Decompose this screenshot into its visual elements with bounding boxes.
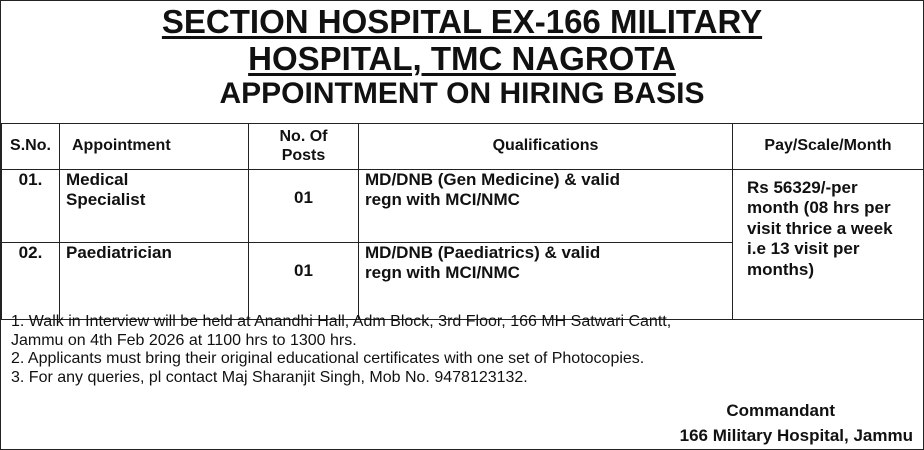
pay-cell — [733, 170, 924, 320]
row-qualifications — [359, 243, 733, 320]
qualification-line2: regn with MCI/NMC — [365, 263, 520, 283]
row-appointment — [60, 170, 249, 243]
header-posts-line2: Posts — [281, 146, 326, 164]
qualification-line1: MD/DNB (Paediatrics) & valid — [365, 243, 601, 262]
title-line-1: SECTION HOSPITAL EX-166 MILITARY — [161, 3, 763, 40]
table-header-row — [2, 124, 924, 170]
qualification-line1: MD/DNB (Gen Medicine) & valid — [365, 170, 621, 189]
header-posts — [249, 124, 359, 170]
header-qualifications: Qualifications — [359, 124, 733, 170]
table-row — [2, 170, 924, 243]
row-sno: 01. — [2, 170, 60, 243]
header-appointment: Appointment — [60, 124, 249, 170]
pay-line: visit thrice a week — [747, 218, 893, 238]
row-qualifications — [359, 170, 733, 243]
note-1-line1: 1. Walk in Interview will be held at Anandhi Hall, Adm Block, 3rd Floor, 166 MH Satwari Cantt, — [11, 313, 672, 330]
appointment-line1: Medical — [66, 170, 129, 189]
row-posts: 01 — [249, 243, 359, 320]
header-posts-line1: No. Of — [279, 128, 328, 146]
header-pay: Pay/Scale/Month — [733, 124, 924, 170]
title-line-2: HOSPITAL, TMC NAGROTA — [248, 40, 676, 77]
signature-org: 166 Military Hospital, Jammu — [679, 426, 913, 445]
appointments-table — [1, 123, 924, 320]
appointment-line1: Paediatrician — [66, 243, 172, 262]
row-sno: 02. — [2, 243, 60, 320]
pay-line: months) — [747, 259, 815, 279]
pay-line: month (08 hrs per — [747, 198, 891, 218]
notes — [11, 313, 916, 388]
qualification-line2: regn with MCI/NMC — [365, 190, 520, 210]
subtitle: APPOINTMENT ON HIRING BASIS — [219, 77, 705, 110]
row-appointment — [60, 243, 249, 320]
note-1-line2: Jammu on 4th Feb 2026 at 1100 hrs to 1300 hrs. — [11, 331, 357, 349]
signature-title: Commandant — [726, 401, 835, 420]
row-posts: 01 — [249, 170, 359, 243]
note-3: 3. For any queries, pl contact Maj Sharanjit Singh, Mob No. 9478123132. — [11, 369, 528, 387]
note-2: 2. Applicants must bring their original educational certificates with one set of Photocopies. — [11, 350, 645, 368]
pay-line: Rs 56329/-per — [747, 178, 858, 197]
appointment-line2: Specialist — [66, 190, 146, 210]
pay-line: i.e 13 visit per — [747, 239, 860, 259]
header-sno: S.No. — [2, 124, 60, 170]
